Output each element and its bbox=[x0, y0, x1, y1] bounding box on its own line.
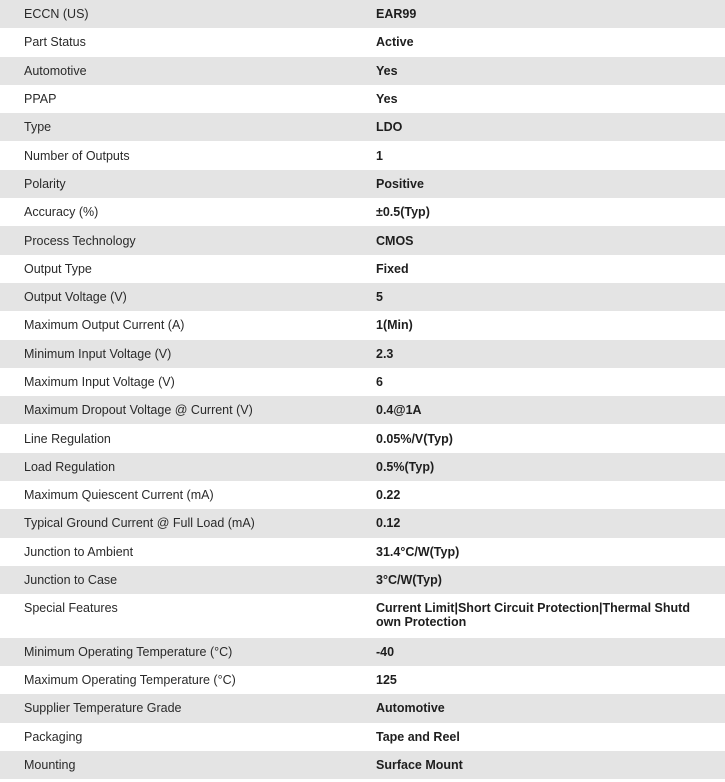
spec-value: 2.3 bbox=[352, 340, 725, 368]
spec-row-min-input-voltage bbox=[0, 340, 725, 368]
spec-row-load-regulation bbox=[0, 453, 725, 481]
spec-row-number-of-outputs bbox=[0, 141, 725, 169]
spec-row-max-operating-temperature bbox=[0, 666, 725, 694]
spec-row-output-type bbox=[0, 255, 725, 283]
spec-row-type bbox=[0, 113, 725, 141]
spec-label: Output Type bbox=[0, 255, 352, 283]
spec-label: Maximum Operating Temperature (°C) bbox=[0, 666, 352, 694]
spec-value: Surface Mount bbox=[352, 751, 725, 779]
spec-row-part-status bbox=[0, 28, 725, 56]
spec-row-max-dropout-voltage bbox=[0, 396, 725, 424]
spec-label: Type bbox=[0, 113, 352, 141]
spec-row-eccn bbox=[0, 0, 725, 28]
spec-row-mounting bbox=[0, 751, 725, 779]
spec-row-min-operating-temperature bbox=[0, 638, 725, 666]
spec-row-junction-to-case bbox=[0, 566, 725, 594]
spec-value: 6 bbox=[352, 368, 725, 396]
spec-label: Junction to Case bbox=[0, 566, 352, 594]
spec-row-accuracy bbox=[0, 198, 725, 226]
spec-row-line-regulation bbox=[0, 424, 725, 452]
spec-value: Automotive bbox=[352, 694, 725, 722]
spec-value: 3°C/W(Typ) bbox=[352, 566, 725, 594]
spec-label: Polarity bbox=[0, 170, 352, 198]
spec-row-max-input-voltage bbox=[0, 368, 725, 396]
spec-label: Accuracy (%) bbox=[0, 198, 352, 226]
spec-value: 0.5%(Typ) bbox=[352, 453, 725, 481]
spec-value: 0.22 bbox=[352, 481, 725, 509]
spec-row-typical-ground-current bbox=[0, 509, 725, 537]
spec-value: 1 bbox=[352, 141, 725, 169]
spec-value: 5 bbox=[352, 283, 725, 311]
spec-row-max-output-current bbox=[0, 311, 725, 339]
spec-label: Special Features bbox=[0, 594, 352, 637]
spec-value: ±0.5(Typ) bbox=[352, 198, 725, 226]
spec-value: CMOS bbox=[352, 226, 725, 254]
spec-value: 1(Min) bbox=[352, 311, 725, 339]
spec-label: Number of Outputs bbox=[0, 141, 352, 169]
spec-label: Minimum Input Voltage (V) bbox=[0, 340, 352, 368]
spec-label: Minimum Operating Temperature (°C) bbox=[0, 638, 352, 666]
spec-label: Part Status bbox=[0, 28, 352, 56]
spec-value: Fixed bbox=[352, 255, 725, 283]
spec-value: 0.05%/V(Typ) bbox=[352, 424, 725, 452]
spec-value: 31.4°C/W(Typ) bbox=[352, 538, 725, 566]
spec-value: Yes bbox=[352, 85, 725, 113]
spec-value: Tape and Reel bbox=[352, 723, 725, 751]
spec-value: Yes bbox=[352, 57, 725, 85]
spec-row-process-technology bbox=[0, 226, 725, 254]
spec-label: Output Voltage (V) bbox=[0, 283, 352, 311]
spec-value: Positive bbox=[352, 170, 725, 198]
spec-label: ECCN (US) bbox=[0, 0, 352, 28]
spec-row-max-quiescent-current bbox=[0, 481, 725, 509]
spec-row-polarity bbox=[0, 170, 725, 198]
spec-label: Line Regulation bbox=[0, 424, 352, 452]
spec-label: Load Regulation bbox=[0, 453, 352, 481]
spec-value: 125 bbox=[352, 666, 725, 694]
spec-value: LDO bbox=[352, 113, 725, 141]
spec-label: Supplier Temperature Grade bbox=[0, 694, 352, 722]
spec-label: Process Technology bbox=[0, 226, 352, 254]
spec-row-automotive bbox=[0, 57, 725, 85]
spec-value: Current Limit|Short Circuit Protection|Thermal Shutdown Protection bbox=[352, 594, 725, 637]
spec-label: Maximum Dropout Voltage @ Current (V) bbox=[0, 396, 352, 424]
spec-label: PPAP bbox=[0, 85, 352, 113]
spec-label: Automotive bbox=[0, 57, 352, 85]
spec-row-junction-to-ambient bbox=[0, 538, 725, 566]
spec-row-output-voltage bbox=[0, 283, 725, 311]
spec-value: EAR99 bbox=[352, 0, 725, 28]
spec-label: Mounting bbox=[0, 751, 352, 779]
spec-value: 0.12 bbox=[352, 509, 725, 537]
spec-label: Junction to Ambient bbox=[0, 538, 352, 566]
spec-value: 0.4@1A bbox=[352, 396, 725, 424]
spec-value: Active bbox=[352, 28, 725, 56]
spec-label: Packaging bbox=[0, 723, 352, 751]
spec-row-supplier-temperature-grade bbox=[0, 694, 725, 722]
spec-label: Maximum Output Current (A) bbox=[0, 311, 352, 339]
spec-label: Typical Ground Current @ Full Load (mA) bbox=[0, 509, 352, 537]
spec-label: Maximum Input Voltage (V) bbox=[0, 368, 352, 396]
spec-value: -40 bbox=[352, 638, 725, 666]
spec-row-special-features bbox=[0, 594, 725, 637]
spec-row-ppap bbox=[0, 85, 725, 113]
spec-label: Maximum Quiescent Current (mA) bbox=[0, 481, 352, 509]
spec-row-packaging bbox=[0, 723, 725, 751]
